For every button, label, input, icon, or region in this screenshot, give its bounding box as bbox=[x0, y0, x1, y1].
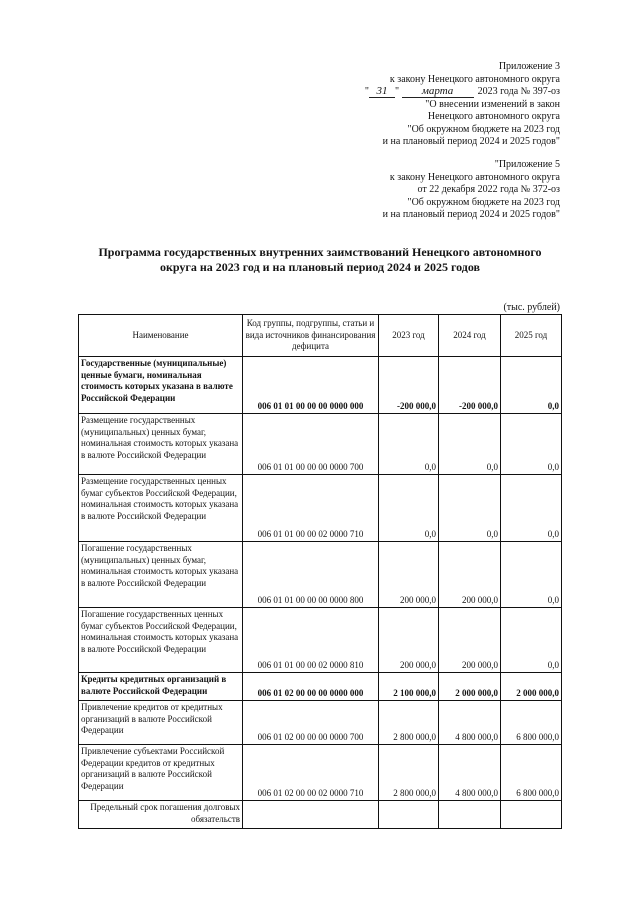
value-2023-cell: 2 800 000,0 bbox=[379, 701, 439, 745]
code-cell: 006 01 01 00 00 02 0000 710 bbox=[243, 475, 379, 542]
appendix-5-header bbox=[260, 159, 560, 222]
table-row bbox=[79, 475, 562, 542]
value-2023-cell: 200 000,0 bbox=[379, 608, 439, 673]
code-cell: 006 01 02 00 00 00 0000 000 bbox=[243, 673, 379, 701]
value-2023-cell: -200 000,0 bbox=[379, 357, 439, 414]
value-2025-cell: 0,0 bbox=[501, 414, 562, 475]
value-2023-cell: 2 100 000,0 bbox=[379, 673, 439, 701]
name-cell: Погашение государственных ценных бумаг субъектов Российской Федерации, номинальная стоимость которых указана в валюте Российской Федерации bbox=[79, 608, 243, 673]
law-name-line: и на плановый период 2024 и 2025 годов" bbox=[382, 209, 560, 220]
code-cell bbox=[243, 801, 379, 829]
law-reference: к закону Ненецкого автономного округа bbox=[389, 73, 560, 85]
value-2025-cell: 0,0 bbox=[501, 608, 562, 673]
value-2025-cell: 6 800 000,0 bbox=[501, 745, 562, 801]
law-date-line: от 22 декабря 2022 года № 372-оз bbox=[417, 184, 560, 195]
law-date-rest: 2023 года № 397-оз bbox=[477, 86, 560, 97]
code-cell: 006 01 01 00 00 00 0000 000 bbox=[243, 357, 379, 414]
handwritten-day: 31 bbox=[369, 86, 395, 98]
quote-mark: " bbox=[364, 86, 369, 97]
value-2023-cell: 0,0 bbox=[379, 414, 439, 475]
name-cell: Привлечение кредитов от кредитных организаций в валюте Российской Федерации bbox=[79, 701, 243, 745]
name-cell: Кредиты кредитных организаций в валюте Российской Федерации bbox=[79, 673, 243, 701]
law-name-line: "О внесении изменений в закон bbox=[425, 98, 560, 110]
law-name-line: и на плановый период 2024 и 2025 годов" bbox=[382, 136, 560, 147]
appendix-title: Приложение 3 bbox=[498, 61, 560, 72]
value-2025-cell bbox=[501, 801, 562, 829]
name-cell: Государственные (муниципальные) ценные бумаги, номинальная стоимость которых указана в валюте Российской Федерации bbox=[79, 357, 243, 414]
borrowing-program-table bbox=[78, 314, 562, 829]
header-name: Наименование bbox=[79, 315, 243, 357]
table-row bbox=[79, 414, 562, 475]
law-name-line: "Об окружном бюджете на 2023 год bbox=[407, 123, 560, 135]
appendix-3-header bbox=[260, 61, 560, 149]
value-2024-cell: -200 000,0 bbox=[439, 357, 501, 414]
header-2025: 2025 год bbox=[501, 315, 562, 357]
value-2025-cell: 2 000 000,0 bbox=[501, 673, 562, 701]
law-name-line: Ненецкого автономного округа bbox=[427, 111, 560, 122]
name-cell: Размещение государственных (муниципальных) ценных бумаг, номинальная стоимость которых указана в валюте Российской Федерации bbox=[79, 414, 243, 475]
value-2024-cell: 0,0 bbox=[439, 414, 501, 475]
table-header-row bbox=[79, 315, 562, 357]
value-2023-cell bbox=[379, 801, 439, 829]
table-row bbox=[79, 608, 562, 673]
value-2024-cell: 0,0 bbox=[439, 475, 501, 542]
value-2024-cell: 200 000,0 bbox=[439, 608, 501, 673]
law-date-line bbox=[260, 86, 560, 99]
value-2024-cell: 2 000 000,0 bbox=[439, 673, 501, 701]
table-row bbox=[79, 745, 562, 801]
value-2023-cell: 200 000,0 bbox=[379, 542, 439, 608]
header-2023: 2023 год bbox=[379, 315, 439, 357]
code-cell: 006 01 01 00 00 00 0000 800 bbox=[243, 542, 379, 608]
name-cell: Привлечение субъектами Российской Федерации кредитов от кредитных организаций в валюте Российской Федерации bbox=[79, 745, 243, 801]
name-cell: Предельный срок погашения долговых обязательств bbox=[79, 801, 243, 829]
value-2023-cell: 0,0 bbox=[379, 475, 439, 542]
value-2025-cell: 6 800 000,0 bbox=[501, 701, 562, 745]
table-row bbox=[79, 357, 562, 414]
header-code: Код группы, подгруппы, статьи и вида источников финансирования дефицита bbox=[243, 315, 379, 357]
value-2025-cell: 0,0 bbox=[501, 542, 562, 608]
appendix-title: "Приложение 5 bbox=[494, 159, 560, 170]
code-cell: 006 01 01 00 00 00 0000 700 bbox=[243, 414, 379, 475]
document-title: Программа государственных внутренних заимствований Ненецкого автономного округа на 2023 год и на плановый период 2024 и 2025 годов bbox=[98, 245, 542, 274]
law-reference: к закону Ненецкого автономного округа bbox=[389, 171, 560, 183]
table-row bbox=[79, 801, 562, 829]
value-2024-cell: 200 000,0 bbox=[439, 542, 501, 608]
value-2024-cell: 4 800 000,0 bbox=[439, 745, 501, 801]
code-cell: 006 01 02 00 00 02 0000 710 bbox=[243, 745, 379, 801]
code-cell: 006 01 02 00 00 00 0000 700 bbox=[243, 701, 379, 745]
name-cell: Размещение государственных ценных бумаг субъектов Российской Федерации, номинальная стоимость которых указана в валюте Российской Федерации bbox=[79, 475, 243, 542]
table-row bbox=[79, 673, 562, 701]
table-row bbox=[79, 701, 562, 745]
units-label: (тыс. рублей) bbox=[503, 302, 560, 313]
value-2025-cell: 0,0 bbox=[501, 357, 562, 414]
table-row bbox=[79, 542, 562, 608]
quote-mark: " bbox=[394, 86, 400, 97]
value-2024-cell: 4 800 000,0 bbox=[439, 701, 501, 745]
law-name-line: "Об окружном бюджете на 2023 год bbox=[407, 196, 560, 208]
value-2024-cell bbox=[439, 801, 501, 829]
code-cell: 006 01 01 00 00 02 0000 810 bbox=[243, 608, 379, 673]
value-2023-cell: 2 800 000,0 bbox=[379, 745, 439, 801]
value-2025-cell: 0,0 bbox=[501, 475, 562, 542]
name-cell: Погашение государственных (муниципальных) ценных бумаг, номинальная стоимость которых указана в валюте Российской Федерации bbox=[79, 542, 243, 608]
handwritten-month: марта bbox=[402, 86, 474, 98]
header-2024: 2024 год bbox=[439, 315, 501, 357]
